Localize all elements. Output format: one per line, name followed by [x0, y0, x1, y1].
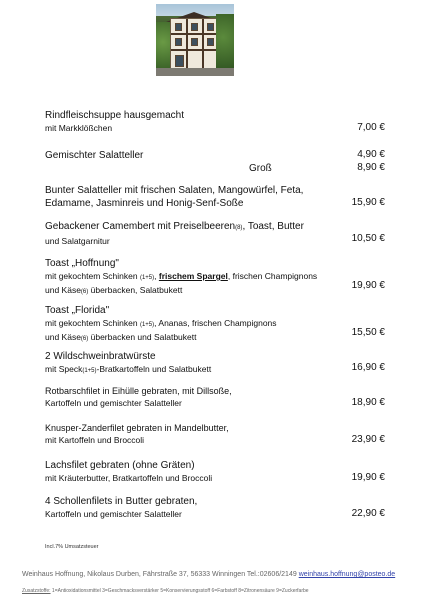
dish-title: Rindfleischsuppe hausgemacht	[45, 110, 184, 121]
dish-price: 16,90 €	[351, 362, 385, 373]
dish-price: 10,50 €	[351, 233, 385, 244]
additive-ref: (1+5)	[82, 368, 97, 374]
menu-item-toast-hoffnung	[45, 257, 405, 298]
menu-item-camembert	[45, 220, 405, 247]
dish-price: 23,90 €	[351, 434, 385, 445]
dish-title: Bunter Salatteller mit frischen Salaten, Mangowürfel, Feta,	[45, 185, 304, 196]
dish-description: Kartoffeln und gemischter Salatteller	[45, 398, 182, 408]
photo-tree-left	[156, 22, 170, 72]
photo-beam	[186, 19, 188, 69]
additive-ref: (6)	[80, 289, 89, 295]
dish-description-text: mit gekochtem Schinken	[45, 318, 140, 328]
dish-description: und Salatgarnitur	[45, 236, 110, 246]
menu-item-lachsfilet	[45, 459, 405, 484]
dish-description-text: , frischen Champignons	[227, 271, 318, 281]
photo-road	[156, 68, 234, 76]
dish-highlight: frischem Spargel	[158, 271, 228, 281]
dish-title: Toast „Florida"	[45, 305, 110, 316]
dish-title: 4 Schollenfilets in Butter gebraten,	[45, 496, 198, 507]
menu-item-zanderfilet	[45, 422, 405, 446]
dish-title-text: Gebackener Camembert mit Preiselbeeren	[45, 221, 236, 232]
additives-legend	[22, 588, 309, 594]
footer-email-link[interactable]: weinhaus.hoffnung@posteo.de	[298, 571, 396, 578]
photo-tree-right	[216, 14, 234, 72]
dish-title: Lachsfilet gebraten (ohne Gräten)	[45, 460, 195, 471]
menu-item-schollenfilets	[45, 495, 405, 520]
dish-description-text: und Käse	[45, 332, 81, 342]
dish-price: 19,90 €	[351, 472, 385, 483]
photo-beam	[171, 33, 217, 35]
inn-photo	[156, 4, 234, 76]
dish-title: Toast „Hoffnung"	[45, 258, 119, 269]
photo-window	[191, 38, 198, 46]
dish-price: 18,90 €	[351, 397, 385, 408]
additive-ref: (1+5)	[139, 275, 155, 281]
tax-note: Incl.7% Umsatzsteuer	[45, 544, 99, 550]
photo-door	[175, 55, 184, 67]
menu-item-wildschweinbratwuerste	[45, 350, 405, 377]
menu-item-rotbarschfilet	[45, 385, 405, 409]
additive-ref: (8)	[235, 225, 243, 231]
dish-title: Knusper-Zanderfilet gebraten in Mandelbutter,	[45, 423, 229, 433]
dish-description-text: und Käse	[45, 285, 81, 295]
dish-price: 15,50 €	[351, 327, 385, 338]
dish-description-text: mit Speck	[45, 364, 83, 374]
dish-price-large: 8,90 €	[357, 162, 385, 173]
dish-price: 19,90 €	[351, 280, 385, 291]
dish-title-text: , Toast, Butter	[242, 221, 304, 232]
photo-window	[207, 38, 214, 46]
dish-description-text: -Bratkartoffeln und Salatbukett	[96, 364, 212, 374]
dish-price: 15,90 €	[351, 197, 385, 208]
dish-price: 22,90 €	[351, 508, 385, 519]
dish-price: 7,00 €	[357, 122, 385, 133]
menu-item-rindfleischsuppe	[45, 109, 405, 134]
footer-text: Weinhaus Hoffnung, Nikolaus Durben, Fährstraße 37, 56333 Winningen Tel.:02606/2149	[22, 571, 299, 578]
photo-window	[191, 23, 198, 31]
dish-description-text: , Ananas, frischen Champignons	[154, 318, 277, 328]
dish-description-text: mit gekochtem Schinken	[45, 271, 140, 281]
menu-item-toast-florida	[45, 304, 405, 345]
dish-description-text: überbacken und Salatbukett	[88, 332, 197, 342]
dish-description: Edamame, Jasminreis und Honig-Senf-Soße	[45, 198, 244, 209]
additives-label: Zusatzstoffe:	[22, 588, 51, 594]
photo-house	[170, 18, 218, 70]
dish-title: 2 Wildschweinbratwürste	[45, 351, 156, 362]
dish-description: Kartoffeln und gemischter Salatteller	[45, 509, 182, 519]
dish-description: mit Markklößchen	[45, 123, 113, 133]
additive-ref: (6)	[80, 336, 89, 342]
dish-description-text: überbacken, Salatbukett	[88, 285, 183, 295]
photo-window	[175, 23, 182, 31]
dish-size-label: Groß	[249, 163, 272, 174]
photo-beam	[202, 19, 204, 69]
footer-address	[22, 571, 395, 578]
dish-description: mit Kräuterbutter, Bratkartoffeln und Broccoli	[45, 473, 213, 483]
menu-item-bunter-salatteller	[45, 184, 405, 210]
dish-description: mit Kartoffeln und Broccoli	[45, 435, 145, 445]
dish-description-text: ,	[154, 271, 159, 281]
additive-ref: (1+5)	[139, 322, 155, 328]
dish-title: Gemischter Salatteller	[45, 150, 144, 161]
dish-title: Rotbarschfilet in Eihülle gebraten, mit Dillsoße,	[45, 386, 232, 396]
photo-beam	[171, 49, 217, 51]
additives-text: 1=Antioxidationsmittel 3=Geschmacksverstärker 5=Konservierungsstoff 6=Farbstoff 8=Zitronensäure 9=Zuckerfarbe	[50, 588, 309, 594]
menu-item-gemischter-salatteller	[45, 149, 405, 174]
photo-window	[207, 23, 214, 31]
photo-window	[175, 38, 182, 46]
dish-price: 4,90 €	[357, 149, 385, 160]
